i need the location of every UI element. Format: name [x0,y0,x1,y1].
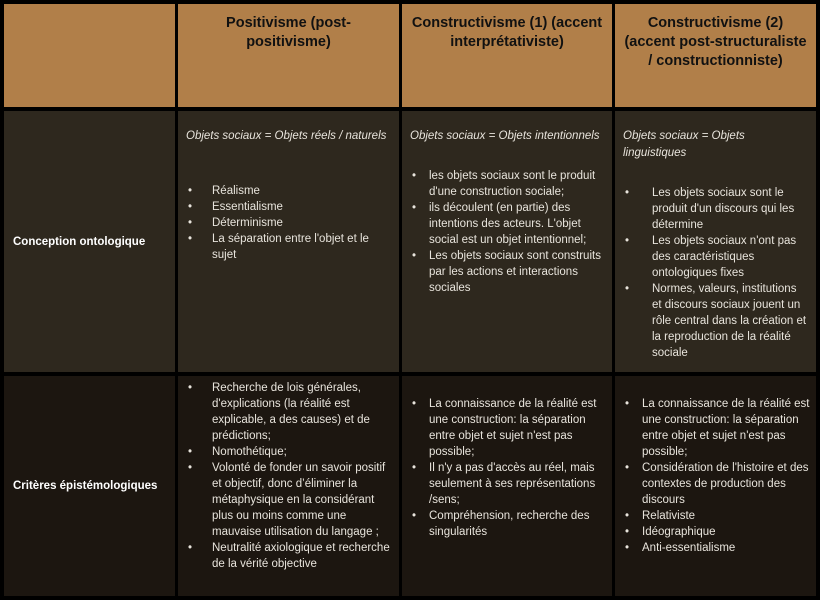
list-item: • Considération de l'histoire et des contextes de production des discours [625,460,810,508]
cell-intro: Objets sociaux = Objets linguistiques [623,130,745,159]
bullet-list [188,380,391,572]
list-item: • Compréhension, recherche des singularités [412,508,604,540]
bullet-list [625,396,810,556]
cell-epistemo-positivisme [178,376,399,596]
cell-ontologique-constructivisme-2 [615,111,816,372]
list-item: • La séparation entre l'objet et le sujet [188,231,391,263]
list-item: • Réalisme [188,183,391,199]
cell-intro: Objets sociaux = Objets intentionnels [410,130,600,142]
list-item: • Neutralité axiologique et recherche de la vérité objective [188,540,391,572]
list-item: • Normes, valeurs, institutions et discours sociaux jouent un rôle central dans la création et la reproduction de la réalité sociale [625,281,808,361]
list-item: • Déterminisme [188,215,391,231]
cell-intro: Objets sociaux = Objets réels / naturels [186,130,387,142]
list-item: • Essentialisme [188,199,391,215]
header-constructivisme-2: Constructivisme (2) (accent post-structuraliste / constructionniste) [615,4,816,107]
cell-ontologique-positivisme [178,111,399,372]
list-item: • Nomothétique; [188,444,391,460]
header-corner-cell [4,4,175,107]
list-item: • Il n'y a pas d'accès au réel, mais seulement à ses représentations /sens; [412,460,604,508]
list-item: • Les objets sociaux sont construits par les actions et interactions sociales [412,248,604,296]
row-label-epistemologiques: Critères épistémologiques [4,376,175,596]
list-item: • Anti-essentialisme [625,540,810,556]
list-item: • La connaissance de la réalité est une construction: la séparation entre objet et sujet n'est pas possible; [625,396,810,460]
bullet-list [412,168,604,296]
list-item: • La connaissance de la réalité est une construction: la séparation entre objet et sujet n'est pas possible; [412,396,604,460]
list-item: • Relativiste [625,508,810,524]
list-item: • les objets sociaux sont le produit d'une construction sociale; [412,168,604,200]
list-item: • Recherche de lois générales, d'explications (la réalité est explicable, a des causes) et de prédictions; [188,380,391,444]
list-item: • ils découlent (en partie) des intentions des acteurs. L'objet social est un objet intentionnel; [412,200,604,248]
list-item: • Idéographique [625,524,810,540]
bullet-list [412,396,604,540]
cell-ontologique-constructivisme-1 [402,111,612,372]
header-constructivisme-1: Constructivisme (1) (accent interprétativiste) [402,4,612,107]
cell-epistemo-constructivisme-2 [615,376,816,596]
bullet-list [188,183,391,263]
header-positivisme: Positivisme (post-positivisme) [178,4,399,107]
bullet-list [625,185,808,361]
row-label-ontologique: Conception ontologique [4,111,175,372]
list-item: • Volonté de fonder un savoir positif et objectif, donc d’éliminer la métaphysique en la considérant plus ou moins comme une mauvaise utilisation du langage ; [188,460,391,540]
list-item: • Les objets sociaux n'ont pas des caractéristiques ontologiques fixes [625,233,808,281]
cell-epistemo-constructivisme-1 [402,376,612,596]
list-item: • Les objets sociaux sont le produit d'un discours qui les détermine [625,185,808,233]
